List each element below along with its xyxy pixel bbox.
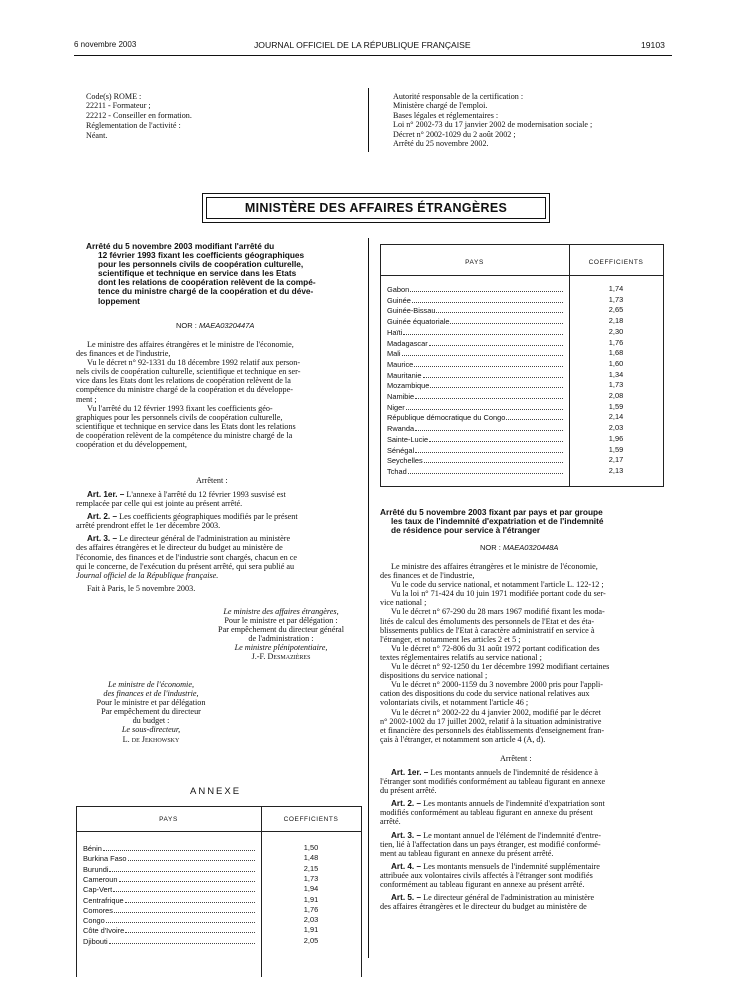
table-row: [387, 349, 663, 358]
art-line: remplacée par celle qui est jointe au présent arrêté.: [76, 499, 243, 509]
left-arretent: Arrêtent :: [196, 476, 228, 485]
art-line: L'annexe à l'arrêté du 12 février 1993 susvisé est: [126, 490, 286, 499]
ministry-banner: [202, 193, 550, 223]
left-nor: [176, 321, 254, 330]
dot-leader: [125, 926, 255, 933]
coefficient-value: 1,76: [303, 904, 319, 914]
table-row: [387, 392, 663, 401]
coefficient-value: 2,65: [608, 305, 624, 315]
art-line: Le montant annuel de l'élément de l'indemnité d'entre-: [423, 830, 601, 840]
country-name: Burundi: [83, 864, 109, 874]
top-left-line: 22212 - Conseiller en formation.: [86, 110, 192, 120]
art-line: conformément au tableau figurant en annexe au présent arrêté.: [380, 880, 585, 890]
country-name: République démocratique du Congo: [387, 413, 506, 423]
top-left-line: 22211 - Formateur ;: [86, 101, 151, 111]
table-row: [387, 381, 663, 390]
dot-leader: [406, 403, 563, 410]
country-name: Mauritanie: [387, 370, 422, 380]
country-name: Burkina Faso: [83, 854, 127, 864]
coefficient-value: 1,50: [303, 843, 319, 852]
coefficients-table-left: [76, 806, 362, 977]
intro-line: Vu le code du service national, et notamment l'article L. 122-12 ;: [391, 580, 604, 590]
table-row: [387, 296, 663, 305]
coefficient-value: 1,91: [303, 925, 319, 935]
title-line: pour les personnels civils de coopération culturelle,: [98, 259, 304, 270]
coefficient-value: 1,68: [608, 348, 624, 358]
coefficient-value: 2,18: [608, 316, 624, 326]
signature-name: J.-F. Desmazières: [251, 652, 311, 662]
title-line: dont les relations de coopération relèvent de la compé-: [98, 277, 316, 288]
table-row: [387, 360, 663, 369]
intro-line: nels civils de coopération culturelle, scientifique et technique en ser-: [76, 367, 301, 377]
dot-leader: [430, 381, 563, 388]
title-line: Arrêté du 5 novembre 2003 modifiant l'arrêté du: [86, 241, 275, 251]
country-name: Sénégal: [387, 445, 415, 455]
table-header-rule: [77, 831, 361, 832]
dot-leader: [113, 885, 255, 892]
dot-leader: [436, 306, 563, 313]
art-line: l'économie, des finances et de l'industrie sont chargés, chacun en ce: [76, 552, 298, 562]
coefficient-value: 1,48: [303, 853, 319, 863]
signature-line: Pour le ministre et par délégation :: [224, 616, 338, 626]
country-name: Bénin: [83, 844, 102, 853]
top-right-line: Bases légales et réglementaires :: [393, 110, 499, 120]
table-row: [387, 328, 663, 337]
header-page-number: 19103: [641, 40, 665, 50]
dot-leader: [506, 413, 563, 420]
country-name: Namibie: [387, 392, 415, 401]
dot-leader: [424, 456, 563, 463]
table-row: [387, 413, 663, 422]
intro-line: textes réglementaires relatifs au service national ;: [380, 652, 542, 662]
art-label: Art. 2. –: [87, 512, 118, 522]
top-right-line: Décret n° 2002-1029 du 2 août 2002 ;: [393, 129, 516, 139]
country-name: Guinée: [387, 295, 411, 305]
intro-line: cation des dispositions du code du service national relatives aux: [380, 689, 590, 699]
table-row: [83, 906, 361, 915]
art-line: qui le concerne, de l'exécution du présent arrêté, qui sera publié au: [76, 561, 295, 571]
left-articles: [76, 490, 362, 593]
intro-line: Vu la loi n° 71-424 du 10 juin 1971 modifiée portant code du ser-: [391, 589, 606, 599]
intro-line: Vu le décret n° 92-1331 du 18 décembre 1992 relatif aux person-: [87, 358, 301, 368]
art-label: Art. 4. –: [391, 861, 422, 871]
art-line: Journal officiel de la République française.: [76, 570, 219, 580]
art-line: arrêté prendront effet le 1er décembre 2003.: [76, 521, 221, 531]
intro-line: compétence du ministre chargé de la coopération et du développe-: [76, 385, 293, 395]
coefficient-value: 2,13: [608, 465, 624, 475]
table-row: [387, 403, 663, 412]
ministry-banner-title: MINISTÈRE DES AFFAIRES ÉTRANGÈRES: [206, 197, 546, 219]
coefficient-value: 2,05: [303, 935, 319, 945]
dot-leader: [415, 424, 563, 431]
table-row: [83, 916, 361, 925]
art-line: arrêté.: [380, 817, 401, 827]
coefficient-value: 1,34: [608, 369, 624, 379]
country-name: Madagascar: [387, 338, 428, 348]
top-left-line: Néant.: [86, 130, 108, 140]
left-intro: [76, 340, 362, 449]
country-name: Mali: [387, 349, 401, 359]
table-header-pays: PAYS: [159, 816, 178, 823]
table-row: [83, 875, 361, 884]
table-row: [387, 317, 663, 326]
intro-line: dispositions du service national ;: [380, 671, 488, 681]
header-journal-title: JOURNAL OFFICIEL DE LA RÉPUBLIQUE FRANÇAISE: [254, 40, 471, 50]
dot-leader: [106, 916, 255, 923]
dot-leader: [114, 906, 255, 913]
table-row: [387, 467, 663, 476]
art-label: Art. 2. –: [391, 799, 422, 809]
fait-line: Fait à Paris, le 5 novembre 2003.: [87, 583, 196, 593]
dot-leader: [414, 360, 563, 367]
intro-line: Vu le décret n° 2002-22 du 4 janvier 2002, modifié par le décret: [391, 707, 601, 717]
intro-line: Vu le décret n° 72-806 du 31 août 1972 portant codification des: [391, 643, 600, 653]
intro-line: vice national ;: [380, 598, 427, 608]
table-row: [387, 446, 663, 455]
intro-line: çais à l'étranger, et notamment son article 4 (A, d).: [380, 734, 546, 744]
coefficient-value: 2,30: [608, 326, 624, 336]
dot-leader: [109, 865, 255, 872]
coefficient-value: 1,60: [608, 358, 624, 368]
title-line: de résidence pour service à l'étranger: [391, 525, 541, 536]
coefficient-value: 2,17: [608, 455, 624, 465]
intro-line: Le ministre des affaires étrangères et le ministre de l'économie,: [391, 562, 598, 571]
signature-name: L. de Jekhowsky: [122, 734, 180, 744]
signature-line: Par empêchement du directeur: [101, 707, 201, 717]
coefficient-value: 1,76: [608, 337, 624, 347]
table-row: [387, 456, 663, 465]
dot-leader: [415, 392, 563, 399]
dot-leader: [429, 435, 563, 442]
art-line: Le directeur général de l'administration au ministère: [423, 893, 595, 903]
country-name: Guinée équatoriale: [387, 317, 450, 327]
intro-line: ment ;: [76, 394, 97, 404]
coefficient-value: 1,74: [608, 284, 624, 293]
country-name: Haïti: [387, 327, 403, 337]
country-name: Côte d'Ivoire: [83, 926, 125, 936]
art-line: modifiés conformément au tableau figurant en annexe du présent: [380, 808, 593, 818]
country-name: Cameroun: [83, 874, 118, 884]
coefficient-value: 1,73: [608, 380, 624, 390]
title-line: Arrêté du 5 novembre 2003 fixant par pays et par groupe: [380, 507, 603, 517]
art-label: Art. 3. –: [87, 534, 118, 544]
table-row: [387, 371, 663, 380]
table-row: [83, 865, 361, 874]
intro-line: l'étranger, et notamment les articles 2 et 5 ;: [380, 634, 521, 644]
intro-line: lités de calcul des émoluments des personnels de l'Etat et des éta-: [380, 616, 595, 626]
table-row: [387, 424, 663, 433]
right-nor: [480, 543, 558, 552]
country-name: Maurice: [387, 359, 414, 369]
dot-leader: [412, 296, 563, 303]
country-name: Centrafrique: [83, 895, 124, 905]
art-line: Le directeur général de l'administration au ministère: [119, 534, 291, 544]
coefficient-value: 2,08: [608, 391, 624, 400]
right-intro: [380, 562, 666, 744]
dot-leader: [415, 446, 563, 453]
intro-line: Le ministre des affaires étrangères et le ministre de l'économie,: [87, 340, 294, 349]
art-line: attribuée aux volontaires civils affectés à l'étranger sont modifiés: [380, 870, 593, 880]
signature-line: Le sous-directeur,: [121, 725, 181, 735]
country-name: Mozambique: [387, 381, 430, 391]
signature-line: Pour le ministre et par délégation: [96, 698, 206, 708]
table-row: [387, 306, 663, 315]
dot-leader: [450, 317, 563, 324]
intro-line: graphiques pour les personnels civils de coopération culturelle,: [76, 412, 283, 422]
art-line: ment au tableau figurant en annexe du présent arrêté.: [380, 848, 554, 858]
art-line: l'étranger sont modifiés conformément au tableau figurant en annexe: [380, 777, 606, 787]
dot-leader: [429, 339, 563, 346]
table-row: [83, 885, 361, 894]
signature-line: des finances et de l'industrie,: [103, 689, 199, 699]
coefficient-value: 1,96: [608, 433, 624, 443]
dot-leader: [423, 371, 563, 378]
intro-line: Vu le décret n° 2000-1159 du 3 novembre 2000 pris pour l'appli-: [391, 680, 604, 690]
art-line: des affaires étrangères et le directeur du budget au ministère de: [76, 543, 283, 553]
coefficient-value: 2,15: [303, 863, 319, 873]
top-right-line: Loi n° 2002-73 du 17 janvier 2002 de modernisation sociale ;: [393, 120, 593, 130]
art-line: tien, lié à l'affectation dans un pays étranger, est modifié conformé-: [380, 839, 601, 849]
coefficient-value: 2,14: [608, 412, 624, 422]
coefficient-value: 1,94: [303, 884, 319, 894]
dot-leader: [403, 328, 563, 335]
signature-line: Par empêchement du directeur général: [218, 625, 344, 635]
coefficients-table-right: [380, 244, 664, 487]
signature-line: Le ministre de l'économie,: [107, 680, 195, 689]
title-line: scientifique et technique en service dans les Etats: [98, 268, 297, 279]
art-line: Les montants annuels de l'indemnité d'expatriation sont: [423, 799, 605, 809]
table-row: [83, 854, 361, 863]
country-name: Cap-Vert: [83, 885, 113, 895]
signature-block-2: [66, 680, 236, 744]
table-row: [83, 844, 361, 853]
table-row: [83, 937, 361, 946]
top-left-line: Code(s) ROME :: [86, 92, 142, 101]
signature-line: de l'administration :: [248, 634, 314, 644]
country-name: Djibouti: [83, 936, 108, 946]
table-header-pays: PAYS: [465, 259, 484, 266]
intro-line: coopération et du développement,: [76, 440, 187, 450]
nor-label: NOR :: [176, 321, 197, 330]
art-line: Les coefficients géographiques modifiés par le présent: [119, 512, 298, 522]
intro-line: des finances et de l'industrie,: [76, 349, 171, 359]
title-line: les taux de l'indemnité d'expatriation et de l'indemnité: [391, 516, 604, 527]
intro-line: Vu le décret n° 67-290 du 28 mars 1967 modifié fixant les moda-: [391, 607, 605, 617]
country-name: Niger: [387, 402, 405, 412]
art-label: Art. 1er. –: [87, 490, 125, 499]
top-right-block: [393, 92, 592, 148]
top-left-block: [86, 92, 192, 140]
dot-leader: [402, 349, 563, 356]
intro-line: n° 2002-1002 du 17 juillet 2002, relatif à la situation administrative: [380, 716, 602, 726]
dot-leader: [125, 896, 255, 903]
intro-line: Vu l'arrêté du 12 février 1993 fixant les coefficients géo-: [87, 403, 273, 413]
signature-line: du budget :: [132, 716, 170, 726]
title-line: tence du ministre chargé de la coopération et du déve-: [98, 286, 314, 297]
nor-code: MAEA0320447A: [198, 321, 255, 330]
coefficient-value: 2,03: [303, 915, 319, 925]
right-article-title: [380, 508, 666, 535]
art-label: Art. 1er. –: [391, 768, 429, 777]
intro-line: et financière des personnels des établissements d'enseignement fran-: [380, 725, 605, 735]
signature-block-1: [196, 607, 366, 662]
signature-line: Le ministre plénipotentiaire,: [234, 643, 328, 653]
title-line: loppement: [98, 295, 140, 306]
country-name: Guinée-Bissau: [387, 306, 436, 316]
intro-line: vice dans les Etats dont les relations de coopération relèvent de la: [76, 376, 291, 386]
top-right-line: Ministère chargé de l'emploi.: [393, 101, 488, 111]
nor-label: NOR :: [480, 543, 501, 552]
right-arretent: Arrêtent :: [500, 754, 532, 763]
dot-leader: [128, 854, 255, 861]
coefficient-value: 1,73: [608, 294, 624, 304]
table-row: [83, 896, 361, 905]
top-right-line: Arrêté du 25 novembre 2002.: [393, 139, 489, 149]
top-right-line: Autorité responsable de la certification :: [393, 92, 524, 101]
table-row: [387, 339, 663, 348]
coefficient-value: 1,73: [303, 873, 319, 883]
art-line: du présent arrêté.: [380, 786, 437, 796]
art-line: Les montants mensuels de l'indemnité supplémentaire: [423, 861, 600, 871]
right-articles: [380, 768, 666, 911]
table-row: [83, 926, 361, 935]
intro-line: des finances et de l'industrie,: [380, 571, 475, 581]
nor-code: MAEA0320448A: [502, 543, 559, 552]
dot-leader: [109, 937, 255, 944]
top-column-divider: [368, 88, 369, 152]
coefficient-value: 1,59: [608, 444, 624, 454]
country-name: Gabon: [387, 285, 410, 294]
country-name: Comores: [83, 905, 113, 915]
table-row: [387, 285, 663, 294]
intro-line: de coopération relèvent de la compétence du ministre chargé de la: [76, 430, 293, 440]
title-line: 12 février 1993 fixant les coefficients géographiques: [98, 250, 305, 261]
intro-line: scientifique et technique en service dans les Etats dont les relations: [76, 421, 296, 431]
country-name: Congo: [83, 916, 105, 926]
table-header-rule: [381, 275, 663, 276]
dot-leader: [103, 844, 255, 851]
header-date: 6 novembre 2003: [74, 40, 137, 49]
signature-line: Le ministre des affaires étrangères,: [223, 607, 339, 616]
art-label: Art. 5. –: [391, 893, 422, 903]
table-header-coefficients: COEFFICIENTS: [283, 816, 339, 823]
country-name: Tchad: [387, 466, 407, 476]
dot-leader: [408, 467, 563, 474]
coefficient-value: 1,59: [608, 401, 624, 411]
art-label: Art. 3. –: [391, 830, 422, 840]
header-rule: [74, 55, 672, 56]
intro-line: volontariats civils, et notamment l'article 46 ;: [380, 698, 529, 708]
country-name: Rwanda: [387, 424, 415, 434]
coefficient-value: 2,03: [608, 423, 624, 433]
coefficient-value: 1,91: [303, 894, 319, 904]
table-row: [387, 435, 663, 444]
column-divider: [368, 238, 369, 958]
art-line: Les montants annuels de l'indemnité de résidence à: [430, 768, 599, 777]
country-name: Sainte-Lucie: [387, 434, 429, 444]
dot-leader: [119, 875, 255, 882]
annexe-title: ANNEXE: [190, 786, 242, 797]
intro-line: Vu le décret n° 92-1250 du 1er décembre 1992 modifiant certaines: [391, 662, 610, 672]
top-left-line: Réglementation de l'activité :: [86, 121, 181, 131]
dot-leader: [410, 285, 563, 292]
left-article-title: [86, 242, 360, 306]
intro-line: blissements publics de l'Etat à caractère administratif en service à: [380, 625, 595, 635]
art-line: des affaires étrangères et le directeur du budget au ministère de: [380, 902, 587, 912]
country-name: Seychelles: [387, 456, 423, 466]
table-header-coefficients: COEFFICIENTS: [588, 259, 644, 266]
